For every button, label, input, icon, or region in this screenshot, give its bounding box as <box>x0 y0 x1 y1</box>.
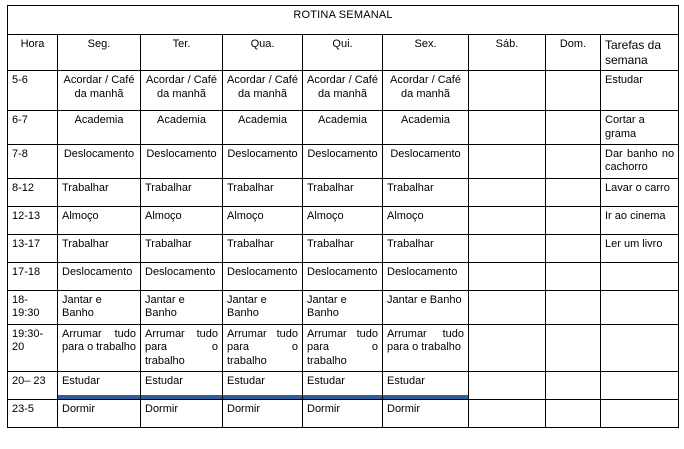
cell-dom[interactable] <box>546 234 601 262</box>
cell-qua[interactable]: Academia <box>223 111 303 145</box>
cell-seg[interactable]: Almoço <box>58 206 141 234</box>
column-header-sex[interactable]: Sex. <box>383 35 469 71</box>
cell-sex[interactable]: Jantar e Banho <box>383 290 469 324</box>
cell-ter-selected[interactable] <box>141 371 223 399</box>
cell-qua-selected[interactable] <box>223 371 303 399</box>
cell-qua[interactable]: Deslocamento <box>223 262 303 290</box>
cell-ter[interactable]: Trabalhar <box>141 234 223 262</box>
selection-edge <box>383 393 468 399</box>
cell-hora[interactable]: 19:30-20 <box>8 324 58 371</box>
cell-sab[interactable] <box>469 371 546 399</box>
cell-sex[interactable]: Deslocamento <box>383 145 469 179</box>
cell-tarefas[interactable] <box>601 290 679 324</box>
cell-qua[interactable]: Trabalhar <box>223 234 303 262</box>
cell-sab[interactable] <box>469 262 546 290</box>
cell-sab[interactable] <box>469 324 546 371</box>
cell-seg[interactable]: Deslocamento <box>58 145 141 179</box>
column-header-qua[interactable]: Qua. <box>223 35 303 71</box>
cell-qua[interactable]: Jantar e Banho <box>223 290 303 324</box>
selection-edge <box>141 393 222 399</box>
cell-sex[interactable]: Almoço <box>383 206 469 234</box>
cell-ter[interactable]: Deslocamento <box>141 145 223 179</box>
cell-tarefas[interactable]: Ler um livro <box>601 234 679 262</box>
column-header-qui[interactable]: Qui. <box>303 35 383 71</box>
cell-sab[interactable] <box>469 234 546 262</box>
cell-seg[interactable]: Jantar e Banho <box>58 290 141 324</box>
column-header-dom[interactable]: Dom. <box>546 35 601 71</box>
cell-sex[interactable]: Deslocamento <box>383 262 469 290</box>
cell-dom[interactable] <box>546 262 601 290</box>
spreadsheet-sheet <box>7 5 678 437</box>
cell-qua-text: Estudar <box>227 374 265 387</box>
cell-seg[interactable]: Arrumar tudo para o trabalho <box>58 324 141 371</box>
table-row <box>8 324 679 371</box>
table-row <box>8 262 679 290</box>
cell-dom[interactable] <box>546 145 601 179</box>
cell-tarefas[interactable]: Ir ao cinema <box>601 206 679 234</box>
cell-ter[interactable]: Arrumar tudo para o trabalho <box>141 324 223 371</box>
cell-qua[interactable]: Deslocamento <box>223 145 303 179</box>
cell-ter[interactable]: Jantar e Banho <box>141 290 223 324</box>
table-header-row <box>8 35 679 71</box>
cell-tarefas[interactable]: Lavar o carro <box>601 178 679 206</box>
column-header-sab[interactable]: Sáb. <box>469 35 546 71</box>
cell-sex-selected[interactable] <box>383 371 469 399</box>
cell-ter[interactable]: Trabalhar <box>141 178 223 206</box>
cell-tarefas[interactable]: Dar banho no cachorro <box>601 145 679 179</box>
cell-hora[interactable]: 13-17 <box>8 234 58 262</box>
cell-sex[interactable]: Dormir <box>383 399 469 427</box>
cell-qua[interactable]: Arrumar tudo para o trabalho <box>223 324 303 371</box>
cell-qui[interactable]: Arrumar tudo para o trabalho <box>303 324 383 371</box>
cell-dom[interactable] <box>546 178 601 206</box>
cell-ter-text: Estudar <box>145 374 183 387</box>
selection-edge <box>303 393 382 399</box>
cell-sab[interactable] <box>469 71 546 111</box>
cell-dom[interactable] <box>546 324 601 371</box>
cell-sab[interactable] <box>469 206 546 234</box>
cell-sab[interactable] <box>469 290 546 324</box>
cell-ter[interactable]: Acordar / Café da manhã <box>141 71 223 111</box>
cell-ter[interactable]: Dormir <box>141 399 223 427</box>
cell-qui-selected[interactable] <box>303 371 383 399</box>
selection-edge <box>58 393 140 399</box>
selection-edge <box>223 393 302 399</box>
cell-qui[interactable]: Trabalhar <box>303 178 383 206</box>
cell-qui[interactable]: Almoço <box>303 206 383 234</box>
cell-sex[interactable]: Trabalhar <box>383 178 469 206</box>
table-row <box>8 178 679 206</box>
cell-sex-text: Estudar <box>387 374 425 387</box>
cell-qui-text: Estudar <box>307 374 345 387</box>
cell-qua[interactable]: Almoço <box>223 206 303 234</box>
cell-qui[interactable]: Deslocamento <box>303 145 383 179</box>
table-row <box>8 234 679 262</box>
cell-sex[interactable]: Arrumar tudo para o trabalho <box>383 324 469 371</box>
cell-qui[interactable]: Trabalhar <box>303 234 383 262</box>
cell-seg[interactable]: Dormir <box>58 399 141 427</box>
cell-hora[interactable]: 20– 23 <box>8 371 58 399</box>
cell-dom[interactable] <box>546 206 601 234</box>
cell-hora[interactable]: 18-19:30 <box>8 290 58 324</box>
cell-dom[interactable] <box>546 371 601 399</box>
cell-seg[interactable]: Academia <box>58 111 141 145</box>
table-row <box>8 111 679 145</box>
cell-hora[interactable]: 17-18 <box>8 262 58 290</box>
cell-qui[interactable]: Academia <box>303 111 383 145</box>
cell-seg[interactable]: Trabalhar <box>58 178 141 206</box>
cell-hora[interactable]: 23-5 <box>8 399 58 427</box>
cell-tarefas[interactable] <box>601 371 679 399</box>
cell-sab[interactable] <box>469 145 546 179</box>
column-header-hora[interactable]: Hora <box>8 35 58 71</box>
table-row-selected <box>8 371 679 399</box>
table-row <box>8 399 679 427</box>
cell-sex[interactable]: Acordar / Café da manhã <box>383 71 469 111</box>
cell-hora[interactable]: 5-6 <box>8 71 58 111</box>
cell-dom[interactable] <box>546 290 601 324</box>
table-row <box>8 290 679 324</box>
cell-qui[interactable]: Deslocamento <box>303 262 383 290</box>
cell-qua[interactable]: Dormir <box>223 399 303 427</box>
cell-sab[interactable] <box>469 399 546 427</box>
cell-qui[interactable]: Jantar e Banho <box>303 290 383 324</box>
cell-qua[interactable]: Trabalhar <box>223 178 303 206</box>
cell-qui[interactable]: Acordar / Café da manhã <box>303 71 383 111</box>
cell-dom[interactable] <box>546 399 601 427</box>
cell-dom[interactable] <box>546 71 601 111</box>
cell-sex[interactable]: Trabalhar <box>383 234 469 262</box>
cell-tarefas[interactable]: Cortar a grama <box>601 111 679 145</box>
cell-seg-selected[interactable] <box>58 371 141 399</box>
column-header-ter[interactable]: Ter. <box>141 35 223 71</box>
weekly-routine-table <box>7 5 679 428</box>
cell-seg[interactable]: Acordar / Café da manhã <box>58 71 141 111</box>
table-row <box>8 206 679 234</box>
table-row <box>8 71 679 111</box>
cell-hora[interactable]: 7-8 <box>8 145 58 179</box>
cell-hora[interactable]: 6-7 <box>8 111 58 145</box>
cell-ter[interactable]: Academia <box>141 111 223 145</box>
cell-sex[interactable]: Academia <box>383 111 469 145</box>
cell-ter[interactable]: Deslocamento <box>141 262 223 290</box>
cell-seg[interactable]: Trabalhar <box>58 234 141 262</box>
cell-ter[interactable]: Almoço <box>141 206 223 234</box>
cell-tarefas[interactable] <box>601 399 679 427</box>
cell-hora[interactable]: 12-13 <box>8 206 58 234</box>
cell-dom[interactable] <box>546 111 601 145</box>
table-title-row <box>8 6 679 35</box>
cell-seg[interactable]: Deslocamento <box>58 262 141 290</box>
cell-tarefas[interactable]: Estudar <box>601 71 679 111</box>
column-header-seg[interactable]: Seg. <box>58 35 141 71</box>
cell-seg-text: Estudar <box>62 374 100 387</box>
cell-qui[interactable]: Dormir <box>303 399 383 427</box>
page-title: ROTINA SEMANAL <box>8 6 679 35</box>
cell-tarefas[interactable] <box>601 262 679 290</box>
cell-qua[interactable]: Acordar / Café da manhã <box>223 71 303 111</box>
table-row <box>8 145 679 179</box>
cell-tarefas[interactable] <box>601 324 679 371</box>
cell-hora[interactable]: 8-12 <box>8 178 58 206</box>
cell-sab[interactable] <box>469 111 546 145</box>
cell-sab[interactable] <box>469 178 546 206</box>
column-header-tarefas[interactable]: Tarefas da semana <box>601 35 679 71</box>
